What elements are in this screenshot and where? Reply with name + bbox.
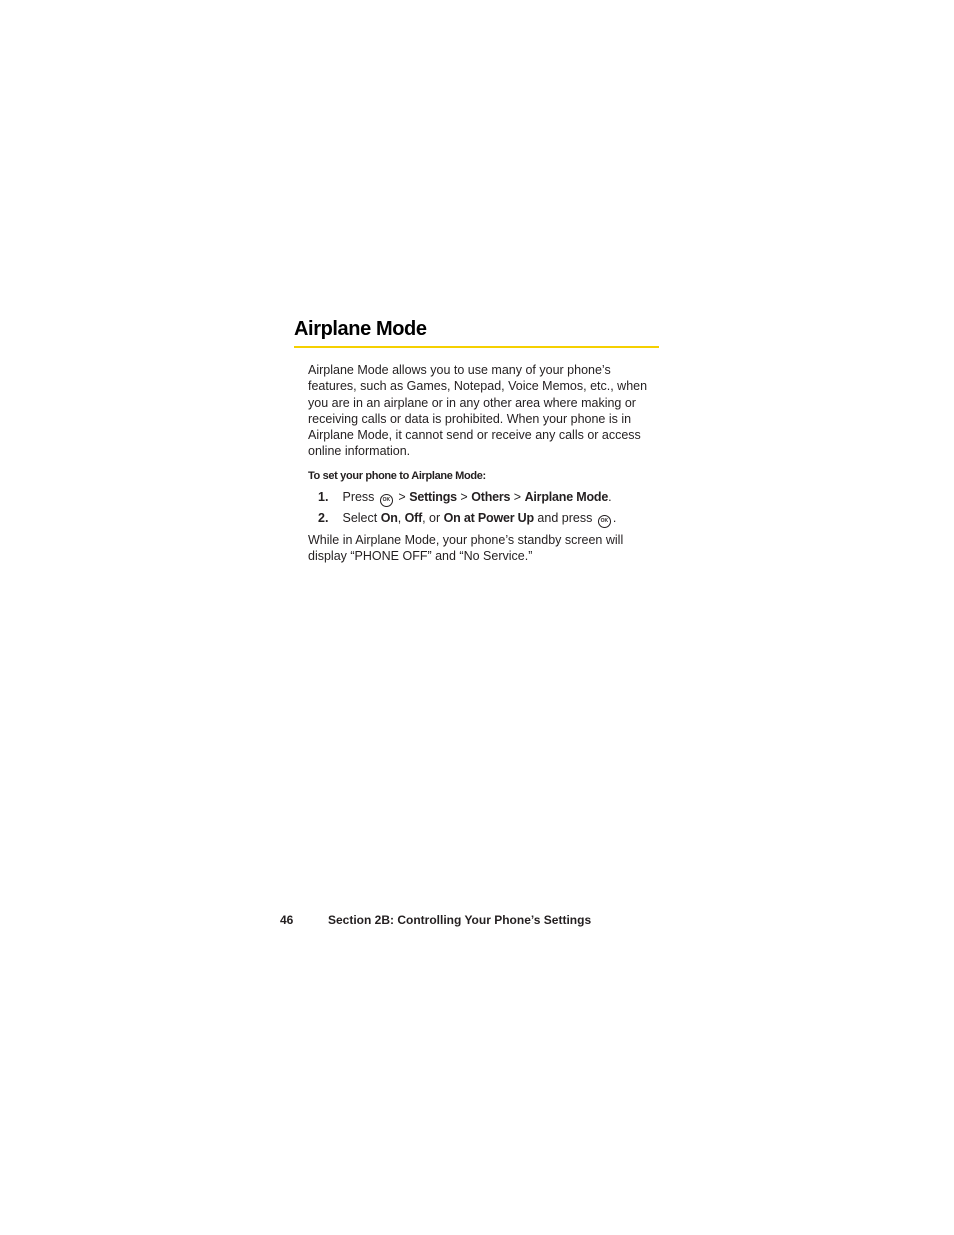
step-text-press: Press	[342, 490, 375, 504]
step-2	[318, 510, 616, 528]
option-separator: , or	[422, 511, 441, 525]
ok-key-icon: OK	[380, 494, 393, 507]
menu-item-settings: Settings	[409, 490, 457, 504]
menu-separator: >	[398, 490, 406, 504]
footer-section-title: Section 2B: Controlling Your Phone’s Settings	[328, 913, 592, 927]
step-number: 2.	[318, 511, 329, 525]
ok-key-icon: OK	[598, 515, 611, 528]
step-text-and-press: and press	[537, 511, 593, 525]
step-end: .	[612, 511, 617, 525]
menu-separator: >	[460, 490, 468, 504]
step-number: 1.	[318, 490, 329, 504]
intro-paragraph: Airplane Mode allows you to use many of your phone’s features, such as Games, Notepad, Voice Memos, etc., when you are in an airplane or in any other area where making or receiving calls or data is prohibited. When your phone is in Airplane Mode, it cannot send or receive any calls or access online information.	[308, 363, 648, 459]
step-1	[318, 489, 612, 507]
step-text-select: Select	[342, 511, 378, 525]
option-on-at-power-up: On at Power Up	[443, 511, 534, 525]
section-heading: Airplane Mode	[294, 318, 427, 340]
option-on: On	[380, 511, 398, 525]
menu-item-others: Others	[471, 490, 511, 504]
option-separator: ,	[397, 511, 402, 525]
note-paragraph: While in Airplane Mode, your phone’s standby screen will display “PHONE OFF” and “No Service.”	[308, 533, 624, 564]
menu-item-airplane-mode: Airplane Mode	[524, 490, 609, 504]
heading-underline	[294, 346, 659, 348]
page-number: 46	[280, 913, 294, 927]
step-end: .	[608, 490, 612, 504]
procedure-heading: To set your phone to Airplane Mode:	[308, 470, 486, 482]
menu-separator: >	[513, 490, 522, 504]
option-off: Off	[404, 511, 423, 525]
